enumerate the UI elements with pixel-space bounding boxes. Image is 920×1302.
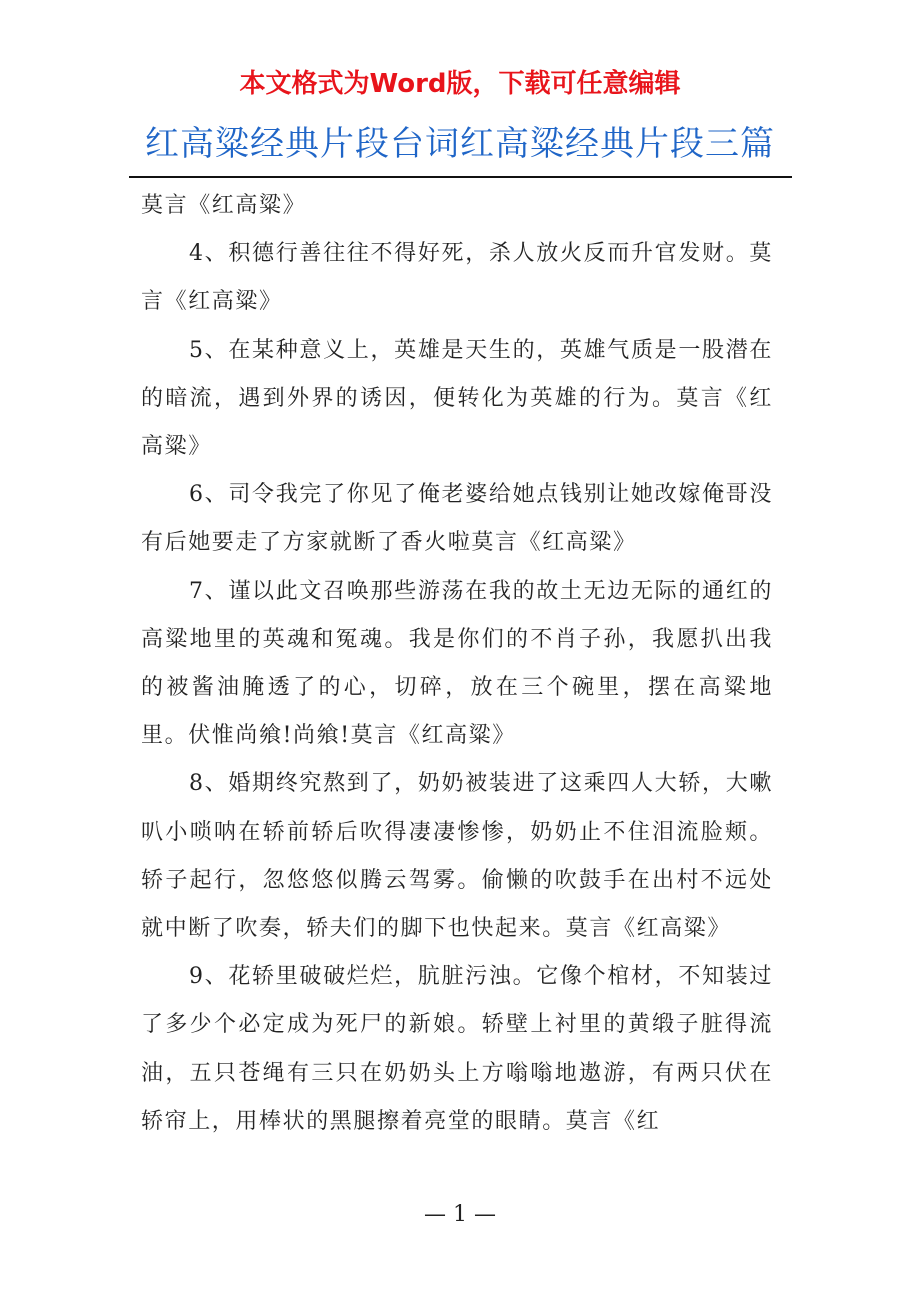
paragraph-4: 4、积德行善往往不得好死，杀人放火反而升官发财。莫言《红高粱》 [141, 241, 773, 315]
page-number: — 1 — [424, 1202, 496, 1227]
document-body [141, 182, 773, 1146]
paragraph-9: 9、花轿里破破烂烂，肮脏污浊。它像个棺材，不知装过了多少个必定成为死尸的新娘。轿壁上衬里的黄缎子脏得流油，五只苍绳有三只在奶奶头上方嗡嗡地遨游，有两只伏在轿帘上，用棒状的黑腿擦着亮堂的眼睛。莫言《红 [141, 964, 773, 1134]
paragraph-6: 6、司令我完了你见了俺老婆给她点钱别让她改嫁俺哥没有后她要走了方家就断了香火啦莫言《红高粱》 [141, 482, 773, 556]
header-divider [129, 176, 792, 178]
paragraph-8: 8、婚期终究熬到了，奶奶被装进了这乘四人大轿，大嗽叭小唢呐在轿前轿后吹得凄凄惨惨，奶奶止不住泪流脸颊。轿子起行，忽悠悠似腾云驾雾。偷懒的吹鼓手在出村不远处就中断了吹奏，轿夫们的脚下也快起来。莫言《红高粱》 [141, 771, 773, 942]
paragraph-continuation: 莫言《红高粱》 [141, 193, 307, 218]
paragraph-7: 7、谨以此文召唤那些游荡在我的故土无边无际的通红的高粱地里的英魂和冤魂。我是你们的不肖子孙，我愿扒出我的被酱油腌透了的心，切碎，放在三个碗里，摆在高粱地里。伏惟尚飨!尚飨!莫言《红高粱》 [141, 578, 773, 749]
paragraph-5: 5、在某种意义上，英雄是天生的，英雄气质是一股潜在的暗流，遇到外界的诱因，便转化为英雄的行为。莫言《红高粱》 [141, 337, 773, 460]
format-notice: 本文格式为Word版，下载可任意编辑 [239, 69, 681, 99]
document-title: 红高粱经典片段台词红高粱经典片段三篇 [145, 124, 775, 164]
